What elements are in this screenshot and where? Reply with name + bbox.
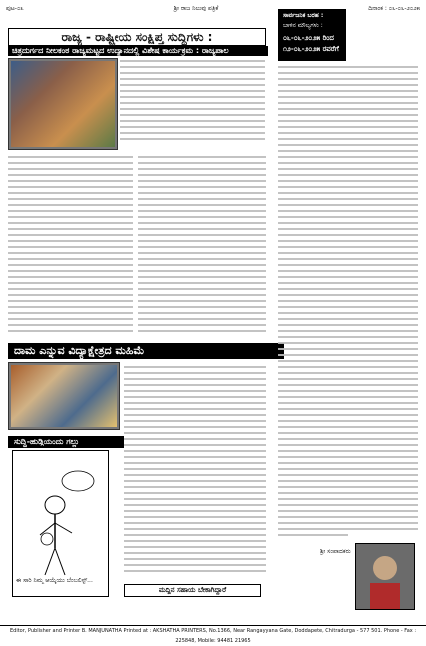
text-line (124, 480, 266, 482)
text-line (278, 174, 418, 176)
text-line (124, 432, 266, 434)
publication-date: ದಿನಾಂಕ : ೦೬-೦೬-೨೦೨೫ (368, 4, 420, 12)
text-line (278, 276, 418, 278)
text-line (278, 198, 418, 200)
text-line (278, 96, 418, 98)
page-footer: Editor, Publisher and Printer B. MANJUNATHA Printed at : AKSHATHA PRINTERS, No.1366, Near Rangayyana Gate, Doddapete, Chitradurga - 577 501. Phone - Fax : 225848, Mobile: 94481 21965 (0, 625, 426, 636)
text-line (278, 390, 418, 392)
announcement-box (278, 9, 346, 61)
text-line (278, 210, 418, 212)
text-line (8, 222, 133, 224)
text-line (8, 168, 133, 170)
text-line (278, 534, 348, 536)
text-line (138, 276, 266, 278)
text-line (120, 84, 265, 86)
text-line (8, 288, 133, 290)
text-line (124, 366, 266, 368)
text-line (120, 90, 265, 92)
text-line (278, 162, 418, 164)
text-line (278, 474, 418, 476)
text-line (124, 540, 266, 542)
text-line (278, 90, 418, 92)
cartoon-band: ಸುದ್ದಿ-ಹುಡ್ಗಿಯಂದು ಗಲ್ಲು (8, 436, 124, 448)
text-line (138, 240, 266, 242)
text-line (278, 312, 418, 314)
text-line (278, 186, 418, 188)
text-line (278, 246, 418, 248)
text-line (138, 300, 266, 302)
text-line (278, 240, 418, 242)
text-line (278, 222, 418, 224)
section-title: ರಾಜ್ಯ - ರಾಷ್ಟ್ರೀಯ ಸಂಕ್ಷಿಪ್ತ ಸುದ್ದಿಗಳು : (8, 28, 266, 46)
text-line (8, 210, 133, 212)
text-line (138, 204, 266, 206)
text-line (278, 366, 418, 368)
text-line (138, 288, 266, 290)
text-line (124, 522, 266, 524)
feature-band: ದಾಮ ಎನ್ನುವ ವಿದ್ಯಾಕ್ಷೇತ್ರದ ಮಹಿಮೆ (8, 343, 284, 359)
text-line (124, 426, 266, 428)
text-line (120, 114, 265, 116)
text-line (278, 144, 418, 146)
text-line (124, 450, 266, 452)
text-line (278, 180, 418, 182)
text-line (8, 234, 133, 236)
text-line (120, 108, 265, 110)
text-line (278, 414, 418, 416)
text-line (124, 492, 266, 494)
text-line (124, 474, 266, 476)
text-line (138, 258, 266, 260)
text-line (278, 522, 418, 524)
text-line (278, 72, 418, 74)
text-line (278, 354, 418, 356)
text-line (8, 228, 133, 230)
text-line (278, 78, 418, 80)
announcement-line3: ೦೬-೦೬-೨೦೨೫ ರಿಂದ (283, 34, 334, 42)
text-line (278, 498, 418, 500)
text-line (138, 198, 266, 200)
text-line (124, 420, 266, 422)
text-line (8, 294, 133, 296)
portrait-icon (356, 544, 414, 609)
text-line (138, 324, 266, 326)
text-line (278, 318, 418, 320)
text-line (138, 174, 266, 176)
text-line (278, 372, 418, 374)
text-line (278, 234, 418, 236)
text-line (278, 264, 418, 266)
text-line (8, 330, 133, 332)
text-line (8, 240, 133, 242)
text-line (124, 564, 266, 566)
event-photo (8, 58, 118, 150)
text-line (138, 168, 266, 170)
text-line (138, 330, 266, 332)
text-line (278, 420, 418, 422)
text-line (124, 414, 266, 416)
section-subtitle: ಚಿತ್ರದುರ್ಗದ ನೀಲಕಂಠ ರಾಜ್ಯಮಟ್ಟದ ಉದ್ಯಾನದಲ್ಲಿ ವಿಶೇಷ ಕಾರ್ಯಕ್ರಮ : ರಾಜ್ಯಪಾಲ (8, 46, 268, 56)
text-line (278, 438, 418, 440)
text-line (278, 258, 418, 260)
text-line (278, 330, 418, 332)
text-line (278, 396, 418, 398)
text-line (138, 318, 266, 320)
text-line (120, 66, 265, 68)
text-line (278, 288, 418, 290)
text-line (278, 336, 418, 338)
text-line (278, 408, 418, 410)
text-line (278, 516, 418, 518)
text-line (124, 510, 266, 512)
cartoon-drawing (15, 453, 106, 594)
text-line (278, 270, 418, 272)
text-line (124, 546, 266, 548)
text-line (8, 186, 133, 188)
text-line (278, 228, 418, 230)
text-line (8, 300, 133, 302)
text-line (8, 192, 133, 194)
text-line (278, 504, 418, 506)
text-line (8, 216, 133, 218)
text-line (138, 216, 266, 218)
text-line (278, 216, 418, 218)
text-line (8, 252, 133, 254)
text-line (124, 468, 266, 470)
text-line (138, 156, 266, 158)
text-line (8, 276, 133, 278)
text-line (278, 486, 418, 488)
text-line (8, 282, 133, 284)
text-line (278, 492, 418, 494)
text-line (124, 396, 266, 398)
text-line (120, 102, 265, 104)
text-line (278, 402, 418, 404)
text-line (278, 306, 418, 308)
text-line (8, 270, 133, 272)
text-line (278, 342, 418, 344)
text-line (138, 270, 266, 272)
text-line (278, 156, 418, 158)
text-line (278, 528, 418, 530)
text-line (138, 228, 266, 230)
text-line (124, 570, 266, 572)
text-line (278, 324, 418, 326)
text-line (120, 72, 265, 74)
text-line (138, 252, 266, 254)
text-line (120, 126, 265, 128)
text-line (278, 426, 418, 428)
signature-photo (355, 543, 415, 610)
text-line (8, 264, 133, 266)
text-line (8, 204, 133, 206)
text-line (278, 102, 418, 104)
text-line (124, 390, 266, 392)
feature-photo (8, 362, 120, 430)
newspaper-title: ಶ್ರೀ ರಾಜ ನಿಲುವು ಪತ್ರಿಕೆ (173, 4, 219, 12)
announcement-line4: ೧೨-೦೬-೨೦೨೫ ರವರೆಗೆ (283, 45, 339, 53)
text-line (278, 432, 418, 434)
text-line (138, 162, 266, 164)
text-line (138, 264, 266, 266)
text-line (124, 408, 266, 410)
text-line (120, 132, 265, 134)
text-line (124, 504, 266, 506)
text-line (124, 378, 266, 380)
text-line (138, 186, 266, 188)
text-line (278, 282, 418, 284)
text-line (278, 204, 418, 206)
text-line (138, 312, 266, 314)
text-line (124, 552, 266, 554)
text-line (278, 66, 418, 68)
text-line (120, 120, 265, 122)
text-line (138, 294, 266, 296)
text-line (124, 516, 266, 518)
text-line (8, 258, 133, 260)
text-line (278, 150, 418, 152)
text-line (138, 306, 266, 308)
text-line (278, 252, 418, 254)
text-line (8, 312, 133, 314)
text-line (278, 360, 418, 362)
page-header (6, 4, 420, 13)
text-line (8, 318, 133, 320)
text-line (8, 174, 133, 176)
text-line (278, 480, 418, 482)
text-line (8, 246, 133, 248)
text-line (138, 282, 266, 284)
text-line (138, 210, 266, 212)
text-line (8, 198, 133, 200)
text-line (278, 126, 418, 128)
text-line (278, 294, 418, 296)
text-line (278, 468, 418, 470)
text-line (124, 372, 266, 374)
text-line (124, 534, 266, 536)
text-line (124, 384, 266, 386)
text-line (120, 96, 265, 98)
text-line (278, 132, 418, 134)
text-line (124, 444, 266, 446)
page-number: ಪುಟ-೦೩ (6, 4, 24, 12)
text-line (278, 462, 418, 464)
text-line (278, 300, 418, 302)
text-line (138, 222, 266, 224)
text-line (120, 60, 265, 62)
text-line (124, 558, 266, 560)
text-line (124, 462, 266, 464)
text-line (8, 180, 133, 182)
text-line (8, 324, 133, 326)
text-line (120, 138, 265, 140)
text-line (8, 156, 133, 158)
text-line (138, 234, 266, 236)
text-line (138, 180, 266, 182)
cartoon (12, 450, 109, 597)
signature-label: ಶ್ರೀ ಸಂಪಾದಕರು (320, 548, 351, 555)
text-line (8, 306, 133, 308)
help-band: ಮದ್ದಿನ ಸಹಾಯ ಬೇಕಾಗಿದ್ದಾರೆ (124, 584, 261, 597)
text-line (278, 138, 418, 140)
text-line (278, 120, 418, 122)
text-line (138, 192, 266, 194)
text-line (278, 444, 418, 446)
announcement-line2: ಬಾಳಿನ ಮೌಲ್ಯಗಳು : (283, 22, 323, 29)
text-line (278, 84, 418, 86)
text-line (120, 78, 265, 80)
text-line (124, 528, 266, 530)
text-line (124, 486, 266, 488)
announcement-line1: ಸಾರ್ವಜನಿಕ ಬರಹ : (283, 12, 324, 19)
text-line (138, 246, 266, 248)
text-line (278, 114, 418, 116)
text-line (124, 498, 266, 500)
text-line (124, 438, 266, 440)
text-line (278, 378, 418, 380)
text-line (278, 192, 418, 194)
text-line (8, 162, 133, 164)
text-line (278, 456, 418, 458)
text-line (124, 456, 266, 458)
text-line (278, 348, 418, 350)
text-line (124, 402, 266, 404)
cartoon-caption: ಈ ಸಾರಿ ನಿಮ್ಮ ಆಯ್ಕೆಯು ಬೆಂಬಲಿಸ್ಟ್... (16, 577, 93, 584)
text-line (278, 168, 418, 170)
text-line (278, 108, 418, 110)
text-line (278, 384, 418, 386)
text-line (278, 510, 418, 512)
text-line (278, 450, 418, 452)
